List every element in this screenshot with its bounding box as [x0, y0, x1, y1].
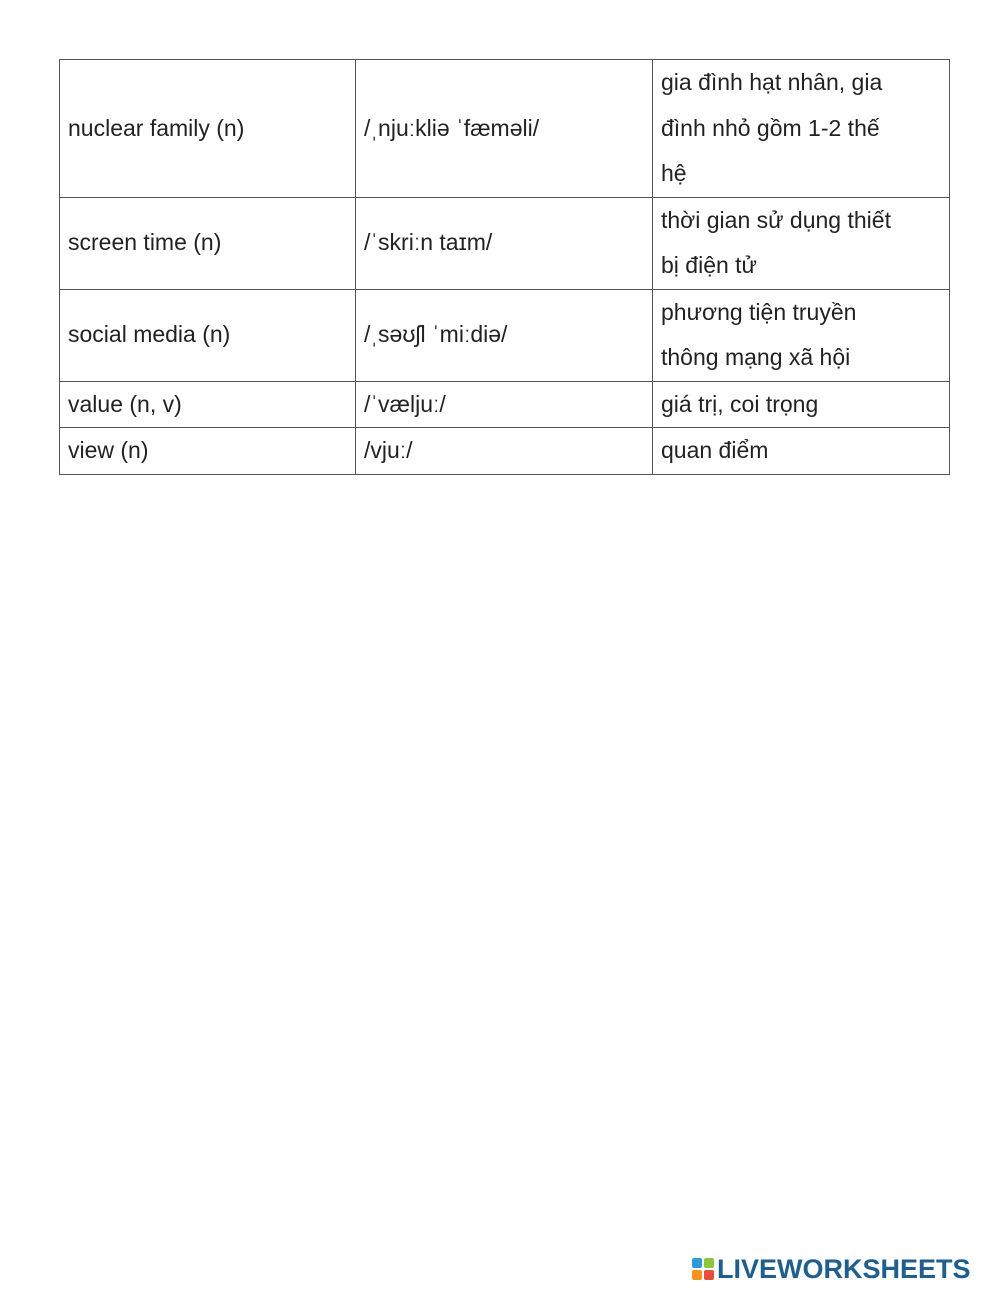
- ipa-cell: /ˈskriːn taɪm/: [356, 197, 653, 289]
- logo-mark-icon: [692, 1258, 714, 1280]
- logo-square: [692, 1270, 702, 1280]
- vocabulary-table: [59, 59, 950, 475]
- meaning-cell: gia đình hạt nhân, gia đình nhỏ gồm 1-2 thế hệ: [653, 60, 950, 198]
- word-cell: value (n, v): [60, 381, 356, 428]
- table-row: [60, 381, 950, 428]
- word-cell: view (n): [60, 428, 356, 475]
- table-row: [60, 60, 950, 198]
- logo-square: [692, 1258, 702, 1268]
- table-row: [60, 197, 950, 289]
- logo-square: [704, 1270, 714, 1280]
- ipa-cell: /ˈvæljuː/: [356, 381, 653, 428]
- table-row: [60, 428, 950, 475]
- meaning-cell: giá trị, coi trọng: [653, 381, 950, 428]
- meaning-cell: quan điểm: [653, 428, 950, 475]
- ipa-cell: /vjuː/: [356, 428, 653, 475]
- liveworksheets-logo: [692, 1254, 971, 1284]
- meaning-cell: thời gian sử dụng thiết bị điện tử: [653, 197, 950, 289]
- word-cell: nuclear family (n): [60, 60, 356, 198]
- meaning-cell: phương tiện truyền thông mạng xã hội: [653, 289, 950, 381]
- ipa-cell: /ˌsəʊʃl ˈmiːdiə/: [356, 289, 653, 381]
- logo-text: LIVEWORKSHEETS: [717, 1254, 971, 1284]
- word-cell: screen time (n): [60, 197, 356, 289]
- word-cell: social media (n): [60, 289, 356, 381]
- ipa-cell: /ˌnjuːkliə ˈfæməli/: [356, 60, 653, 198]
- table-row: [60, 289, 950, 381]
- logo-square: [704, 1258, 714, 1268]
